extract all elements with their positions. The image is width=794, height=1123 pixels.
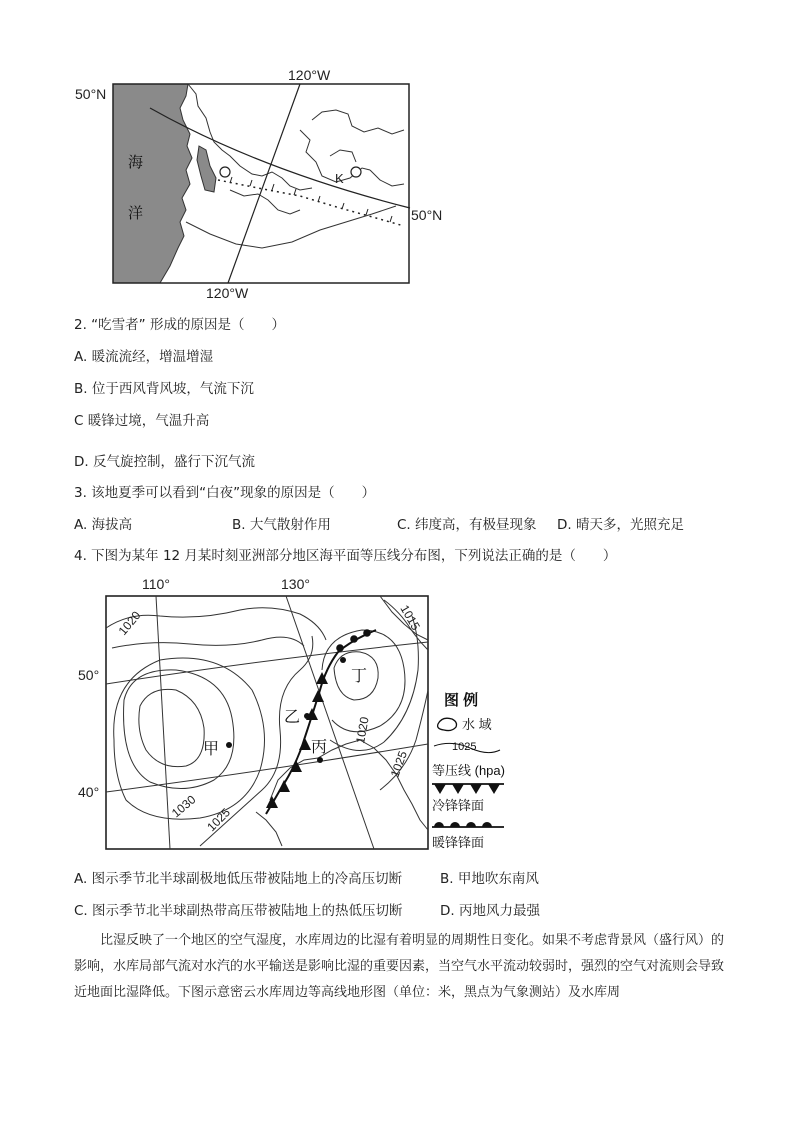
q3-option-d[interactable]: D. 晴天多，光照充足 (557, 517, 684, 533)
city-circle-east (351, 167, 361, 177)
lon-label-110: 110° (142, 576, 170, 592)
q4-option-c[interactable]: C. 图示季节北半球副热带高压带被陆地上的热低压切断 (74, 903, 403, 919)
q3-option-c[interactable]: C. 纬度高，有极昼现象 (397, 517, 537, 533)
place-label-jia: 甲 (203, 741, 220, 758)
isobar-high-mid (124, 670, 234, 789)
cold-front-triangle (299, 738, 311, 750)
lon-label-bottom: 120°W (206, 285, 249, 301)
isobar-label-1025-sw: 1025 (204, 805, 234, 835)
q4-option-b[interactable]: B. 甲地吹东南风 (440, 871, 539, 887)
lon-label-130: 130° (281, 576, 310, 592)
cold-front-icon-triangle (434, 784, 446, 794)
isobar-label-1020-nw: 1020 (115, 608, 144, 638)
warm-front-dot (336, 644, 344, 652)
warm-front-icon-dot (450, 822, 460, 827)
q4-stem: 4. 下图为某年 12 月某时刻亚洲部分地区海平面等压线分布图，下列说法正确的是（ ） (74, 548, 617, 564)
q2-option-a[interactable]: A. 暖流流经，增温增湿 (74, 349, 214, 365)
isobar-label-1025-east: 1025 (387, 749, 410, 780)
point-k-label: K (335, 171, 344, 186)
q2-option-c[interactable]: C 暖锋过境，气温升高 (74, 413, 210, 429)
legend-cold-front-label: 冷锋锋面 (432, 798, 485, 813)
cold-front-triangle (312, 690, 324, 702)
warm-front-icon-dot (482, 822, 492, 827)
cold-front-icon-triangle (452, 784, 464, 794)
island (197, 146, 216, 192)
legend-water-label: 水 域 (462, 717, 492, 732)
ocean-label-1: 海 (128, 154, 144, 171)
q2-option-b[interactable]: B. 位于西风背风坡，气流下沉 (74, 381, 254, 397)
lat-label-right: 50°N (411, 207, 443, 223)
legend-isobar-label: 等压线 (hpa) (432, 763, 505, 778)
isobar-label-1020-east: 1020 (353, 715, 372, 745)
warm-front-icon-dot (434, 822, 444, 827)
place-dot-bing (317, 757, 323, 763)
coastline-south (256, 812, 282, 846)
lat-label-top: 50°N (75, 86, 107, 102)
cold-front-icon-triangle (488, 784, 500, 794)
q3-option-a[interactable]: A. 海拔高 (74, 517, 133, 533)
warm-front-icon-dot (466, 822, 476, 827)
q3-stem: 3. 该地夏季可以看到“白夜”现象的原因是（ ） (74, 485, 376, 501)
river-line-3 (330, 150, 356, 162)
q4-option-a[interactable]: A. 图示季节北半球副极地低压带被陆地上的冷高压切断 (74, 871, 403, 887)
q2-stem: 2. “吃雪者” 形成的原因是（ ） (74, 317, 285, 333)
legend-title: 图 例 (444, 692, 479, 709)
river-line-2 (312, 110, 404, 134)
cold-front-icon-triangle (470, 784, 482, 794)
lat-label-50: 50° (78, 667, 100, 683)
warm-front-dot (350, 635, 358, 643)
cold-front-line (266, 652, 338, 814)
place-dot-yi (304, 713, 310, 719)
boundary-line (186, 206, 396, 248)
cold-front-triangle (278, 780, 290, 792)
reading-passage: 比湿反映了一个地区的空气湿度，水库周边的比湿有着明显的周期性日变化。如果不考虑背景风（盛行风）的影响，水库局部气流对水汽的水平输送是影响比湿的重要因素，当空气水平流动较弱时，强烈的空气对流则会导致近地面比湿降低。下图示意密云水库周边等高线地形图（单位：米，黑点为气象测站）及水库周 (74, 933, 725, 1000)
isobar-1020-nw (106, 608, 326, 640)
map-legend (428, 685, 508, 857)
ocean-label-2: 洋 (128, 205, 144, 222)
q4-option-d[interactable]: D. 丙地风力最强 (440, 903, 540, 919)
q2-option-d[interactable]: D. 反气旋控制，盛行下沉气流 (74, 454, 255, 470)
lon-label-top: 120°W (288, 67, 331, 83)
place-label-ding: 丁 (351, 668, 368, 685)
place-dot-jia (226, 742, 232, 748)
isobar-label-1030: 1030 (168, 792, 199, 821)
place-dot-ding (340, 657, 346, 663)
north-america-map (60, 62, 460, 302)
legend-warm-front-label: 暖锋锋面 (432, 835, 485, 850)
lat-label-40: 40° (78, 784, 100, 800)
place-label-yi: 乙 (284, 709, 301, 726)
isobar-label-1015: 1015 (397, 602, 423, 633)
water-icon (438, 718, 457, 730)
meridian-110 (156, 596, 170, 849)
place-label-bing: 丙 (311, 739, 328, 756)
legend-isobar-value: 1025 (452, 741, 477, 753)
dotted-border (218, 180, 404, 226)
city-circle-west (220, 167, 230, 177)
meridian-120w-line (228, 84, 300, 283)
isobar-high-inner (139, 689, 204, 766)
warm-front-dot (363, 629, 371, 637)
river-line-4 (370, 170, 404, 186)
isobar-north-1 (112, 637, 304, 648)
q3-option-b[interactable]: B. 大气散射作用 (232, 517, 331, 533)
ocean-area (113, 84, 192, 283)
